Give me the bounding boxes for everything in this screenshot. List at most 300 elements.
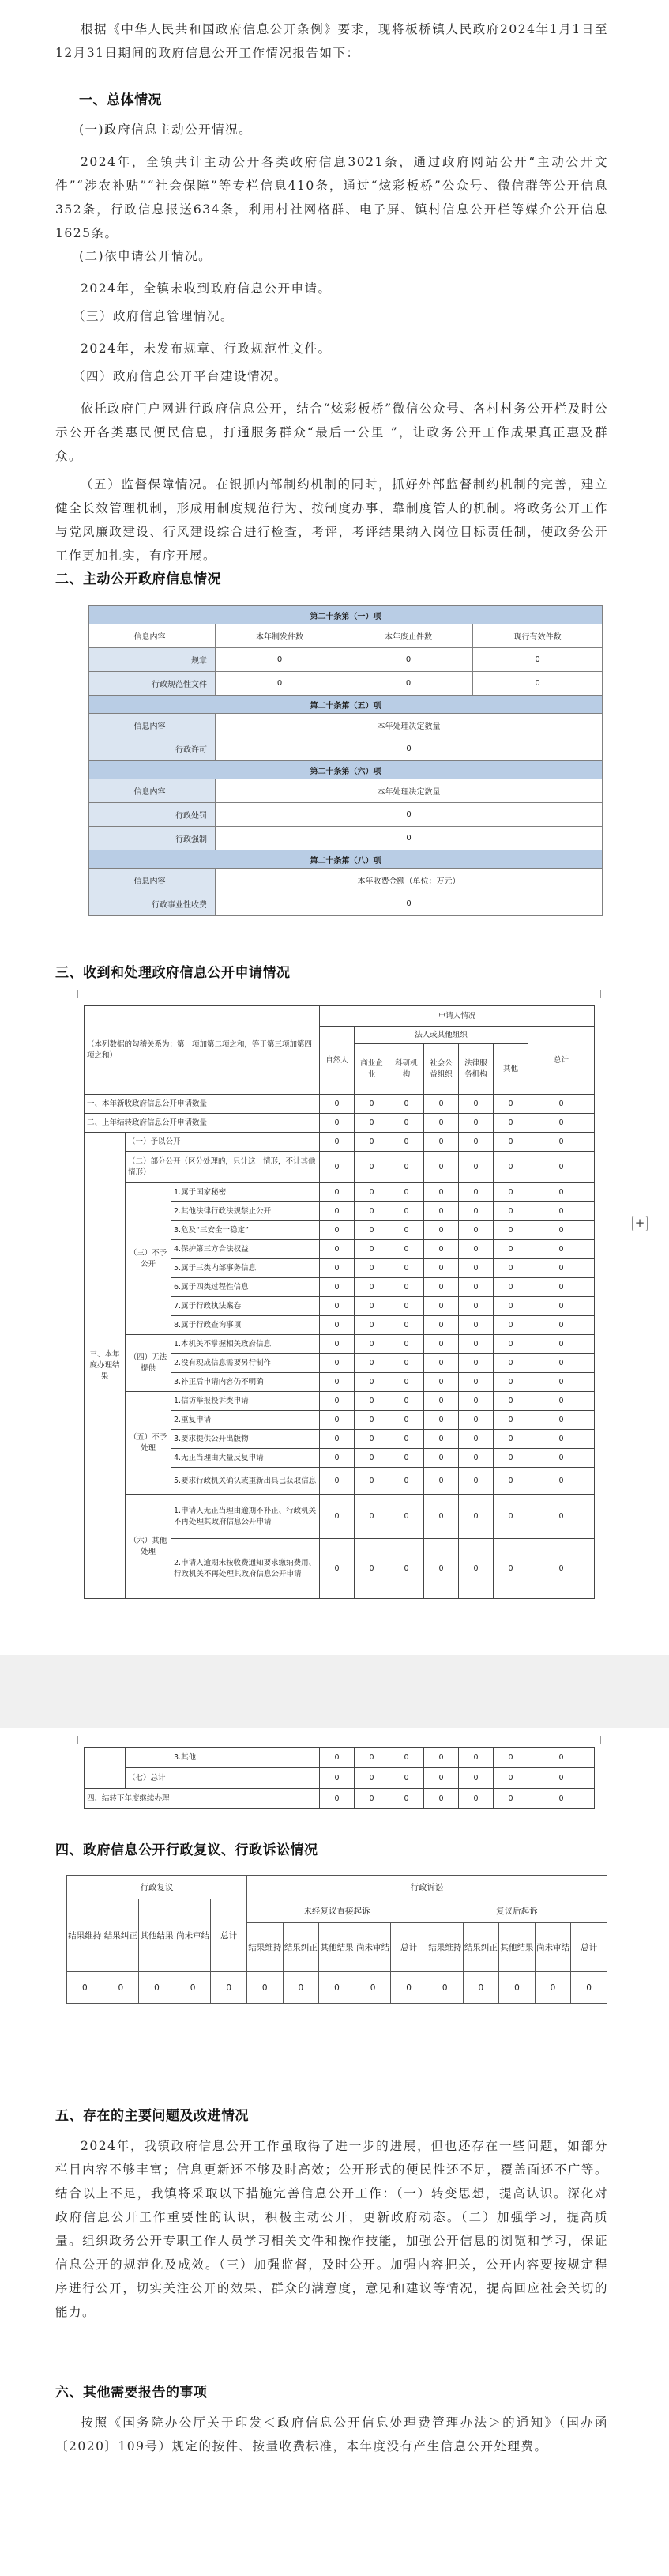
col-admin-review: 行政复议 <box>67 1876 247 1899</box>
cell-value: 0 <box>320 1297 355 1316</box>
cell-value: 0 <box>320 1449 355 1468</box>
cell-value: 0 <box>424 1373 459 1392</box>
s6-p1: 按照《国务院办公厅关于印发＜政府信息公开信息处理费管理办法＞的通知》（国办函〔2020〕109号）规定的按件、按量收费标准，本年度没有产生信息公开处理费。 <box>55 2416 608 2453</box>
col-maintain: 结果维持 <box>67 1899 103 1972</box>
row-item: 3.危及“三安全一稳定” <box>171 1221 320 1240</box>
col-social: 社会公益组织 <box>424 1044 459 1095</box>
cell-value: 0 <box>494 1152 528 1183</box>
cell-value: 0 <box>320 1240 355 1259</box>
cell-value: 0 <box>355 1316 389 1335</box>
col-business: 商业企业 <box>355 1044 389 1095</box>
col-decisions: 本年处理决定数量 <box>216 714 603 737</box>
cell-value: 0 <box>528 1297 595 1316</box>
row-punish-label: 行政处罚 <box>89 803 216 827</box>
s1-sub2: (二)依申请公开情况。 <box>79 249 212 263</box>
cell-value: 0 <box>494 1114 528 1133</box>
row-item: 5.属于三类内部事务信息 <box>171 1259 320 1278</box>
row-item: 6.属于四类过程性信息 <box>171 1278 320 1297</box>
cell-value: 0 <box>355 1095 389 1114</box>
row-item: 2.重复申请 <box>171 1411 320 1430</box>
cell-value: 0 <box>320 1095 355 1114</box>
cell-value: 0 <box>494 1202 528 1221</box>
cell-value: 0 <box>391 1972 427 2004</box>
cell-value: 0 <box>528 1449 595 1468</box>
cell-value: 0 <box>424 1316 459 1335</box>
cell-value: 0 <box>528 1430 595 1449</box>
cell-value: 0 <box>355 1259 389 1278</box>
application-table-continued <box>84 1747 595 1809</box>
cell-value: 0 <box>528 1768 595 1789</box>
row-g6-cont <box>126 1748 171 1768</box>
cell-value: 0 <box>424 1202 459 1221</box>
cell-value: 0 <box>139 1972 175 2004</box>
page-corner-mark <box>70 1736 78 1744</box>
cell-value: 0 <box>571 1972 607 2004</box>
cell-value: 0 <box>320 1411 355 1430</box>
cell-value: 0 <box>528 1095 595 1114</box>
cell-value: 0 <box>67 1972 103 2004</box>
col-other: 其他结果 <box>139 1899 175 1972</box>
s1-p1: 2024年，全镇共计主动公开各类政府信息3021条，通过政府网站公开“主动公开文件”“涉农补贴”“社会保障”等专栏信息410条，通过“炫彩板桥”公众号、微信群等公开信息352条，行政信息报送634条，利用村社网格群、电子屏、镇村信息公开栏等媒介公开信息1625条。 <box>55 155 608 240</box>
cell-value: 0 <box>494 1278 528 1297</box>
cell-value: 0 <box>473 648 603 672</box>
col-maintain: 结果维持 <box>246 1923 283 1972</box>
row-force-label: 行政强制 <box>89 827 216 850</box>
cell-value: 0 <box>344 672 473 696</box>
cell-value: 0 <box>424 1152 459 1183</box>
col-correct: 结果纠正 <box>103 1899 139 1972</box>
cell-value: 0 <box>499 1972 536 2004</box>
col-info-content: 信息内容 <box>89 779 216 803</box>
col-other: 其他结果 <box>319 1923 355 1972</box>
cell-value: 0 <box>320 1152 355 1183</box>
cell-value: 0 <box>216 827 603 850</box>
cell-value: 0 <box>424 1297 459 1316</box>
cell-value: 0 <box>528 1373 595 1392</box>
cell-value: 0 <box>459 1354 494 1373</box>
cell-value: 0 <box>424 1335 459 1354</box>
row-rule-label: 规章 <box>89 648 216 672</box>
cell-value: 0 <box>494 1133 528 1152</box>
cell-value: 0 <box>320 1392 355 1411</box>
cell-value: 0 <box>528 1539 595 1599</box>
cell-value: 0 <box>424 1114 459 1133</box>
section-1-title: 一、总体情况 <box>79 92 162 108</box>
cell-value: 0 <box>463 1972 499 2004</box>
col-no-review: 未经复议直接起诉 <box>246 1899 427 1923</box>
cell-value: 0 <box>175 1972 211 2004</box>
cell-value: 0 <box>320 1354 355 1373</box>
cell-value: 0 <box>320 1183 355 1202</box>
cell-value: 0 <box>389 1202 424 1221</box>
row-g3: （三）不予公开 <box>126 1183 171 1335</box>
cell-value: 0 <box>389 1095 424 1114</box>
cell-value: 0 <box>355 1468 389 1495</box>
cell-value: 0 <box>355 1768 389 1789</box>
row-item: 2.其他法律行政法规禁止公开 <box>171 1202 320 1221</box>
cell-value: 0 <box>320 1430 355 1449</box>
cell-value: 0 <box>473 672 603 696</box>
cell-value: 0 <box>494 1316 528 1335</box>
cell-value: 0 <box>494 1430 528 1449</box>
section-3-title: 三、收到和处理政府信息公开申请情况 <box>55 965 291 981</box>
cell-value: 0 <box>424 1133 459 1152</box>
row-g4: （四）无法提供 <box>126 1335 171 1392</box>
cell-value: 0 <box>216 648 344 672</box>
row-item: 3.补正后申请内容仍不明确 <box>171 1373 320 1392</box>
col-correct: 结果纠正 <box>283 1923 319 1972</box>
cell-value: 0 <box>355 1539 389 1599</box>
col-total: 总计 <box>571 1923 607 1972</box>
cell-value: 0 <box>355 1335 389 1354</box>
row-next-year: 四、结转下年度继续办理 <box>85 1789 320 1809</box>
row-g6: （六）其他处理 <box>126 1495 171 1599</box>
cell-value: 0 <box>355 1297 389 1316</box>
row-g7: （七）总计 <box>126 1768 320 1789</box>
cell-value: 0 <box>494 1095 528 1114</box>
cell-value: 0 <box>389 1373 424 1392</box>
cell-value: 0 <box>320 1114 355 1133</box>
cell-value: 0 <box>528 1152 595 1183</box>
cell-value: 0 <box>344 648 473 672</box>
cell-value: 0 <box>389 1411 424 1430</box>
cell-value: 0 <box>494 1789 528 1809</box>
cell-value: 0 <box>389 1495 424 1539</box>
cell-value: 0 <box>535 1972 571 2004</box>
cell-value: 0 <box>459 1297 494 1316</box>
col-admin-suit: 行政诉讼 <box>246 1876 607 1899</box>
cell-value: 0 <box>528 1240 595 1259</box>
cell-value: 0 <box>355 1789 389 1809</box>
col-total: 总计 <box>211 1899 247 1972</box>
cell-value: 0 <box>424 1095 459 1114</box>
cell-value: 0 <box>528 1411 595 1430</box>
cell-value: 0 <box>320 1316 355 1335</box>
cell-value: 0 <box>389 1748 424 1768</box>
cell-value: 0 <box>528 1183 595 1202</box>
cell-value: 0 <box>494 1495 528 1539</box>
cell-value: 0 <box>424 1392 459 1411</box>
cell-value: 0 <box>216 672 344 696</box>
intro-paragraph: 根据《中华人民共和国政府信息公开条例》要求，现将板桥镇人民政府2024年1月1日至12月31日期间的政府信息公开工作情况报告如下： <box>55 22 608 60</box>
cell-value: 0 <box>459 1768 494 1789</box>
row-item: 3.要求提供公开出版物 <box>171 1430 320 1449</box>
cell-value: 0 <box>459 1335 494 1354</box>
cell-value: 0 <box>283 1972 319 2004</box>
cell-value: 0 <box>528 1202 595 1221</box>
cell-value: 0 <box>424 1259 459 1278</box>
cell-value: 0 <box>528 1114 595 1133</box>
cell-value: 0 <box>389 1183 424 1202</box>
row-item: 2.没有现成信息需要另行制作 <box>171 1354 320 1373</box>
cell-value: 0 <box>320 1202 355 1221</box>
row-g1-1: （一）予以公开 <box>126 1133 320 1152</box>
cell-value: 0 <box>494 1297 528 1316</box>
cell-value: 0 <box>103 1972 139 2004</box>
cell-value: 0 <box>424 1183 459 1202</box>
cell-value: 0 <box>389 1114 424 1133</box>
cell-value: 0 <box>319 1972 355 2004</box>
cell-value: 0 <box>494 1335 528 1354</box>
cell-value: 0 <box>424 1278 459 1297</box>
cell-value: 0 <box>216 892 603 916</box>
cell-value: 0 <box>355 1152 389 1183</box>
cell-value: 0 <box>459 1495 494 1539</box>
row-item: 1.申请人无正当理由逾期不补正、行政机关不再处理其政府信息公开申请 <box>171 1495 320 1539</box>
cell-value: 0 <box>528 1221 595 1240</box>
sec1-header: 第二十条第（一）项 <box>89 606 603 624</box>
s1-sub1: (一)政府信息主动公开情况。 <box>79 123 253 137</box>
row-results: 三、本年度办理结果 <box>85 1133 126 1599</box>
cell-value: 0 <box>424 1495 459 1539</box>
cell-value: 0 <box>528 1392 595 1411</box>
s1-sub4: （四）政府信息公开平台建设情况。 <box>73 369 288 383</box>
col-legal-person: 法人或其他组织 <box>355 1027 528 1044</box>
row-item: 1.本机关不掌握相关政府信息 <box>171 1335 320 1354</box>
col-pending: 尚未审结 <box>175 1899 211 1972</box>
cell-value: 0 <box>389 1430 424 1449</box>
cell-value: 0 <box>424 1789 459 1809</box>
cell-value: 0 <box>320 1748 355 1768</box>
col-fee-amount: 本年收费金额（单位：万元） <box>216 869 603 892</box>
cell-value: 0 <box>355 1354 389 1373</box>
row-norm-label: 行政规范性文件 <box>89 672 216 696</box>
cell-value: 0 <box>320 1373 355 1392</box>
sec8-header: 第二十条第（八）项 <box>89 850 603 869</box>
cell-value: 0 <box>459 1748 494 1768</box>
section-2-title: 二、主动公开政府信息情况 <box>55 571 221 587</box>
cell-value: 0 <box>494 1411 528 1430</box>
cell-value: 0 <box>320 1468 355 1495</box>
cell-value: 0 <box>459 1202 494 1221</box>
col-info-content: 信息内容 <box>89 714 216 737</box>
row-carried: 二、上年结转政府信息公开申请数量 <box>85 1114 320 1133</box>
s1-p3: 2024年，未发布规章、行政规范性文件。 <box>81 341 332 356</box>
cell-value: 0 <box>459 1411 494 1430</box>
cell-value: 0 <box>459 1133 494 1152</box>
col-applicant: 申请人情况 <box>320 1006 595 1027</box>
row-item: 3.其他 <box>171 1748 320 1768</box>
row-item: 1.信访举报投诉类申请 <box>171 1392 320 1411</box>
cell-value: 0 <box>424 1449 459 1468</box>
row-item: 5.要求行政机关确认或重新出具已获取信息 <box>171 1468 320 1495</box>
cell-value: 0 <box>389 1539 424 1599</box>
section-5-title: 五、存在的主要问题及改进情况 <box>55 2108 249 2124</box>
cell-value: 0 <box>494 1748 528 1768</box>
cell-value: 0 <box>528 1133 595 1152</box>
col-pending: 尚未审结 <box>535 1923 571 1972</box>
s1-p2: 2024年，全镇未收到政府信息公开申请。 <box>81 281 332 296</box>
page-break <box>0 1655 669 1728</box>
cell-value: 0 <box>389 1392 424 1411</box>
cell-value: 0 <box>459 1183 494 1202</box>
cell-value: 0 <box>424 1539 459 1599</box>
col-info-content: 信息内容 <box>89 869 216 892</box>
cell-value: 0 <box>389 1152 424 1183</box>
cell-value: 0 <box>320 1259 355 1278</box>
page-corner-mark <box>600 990 609 998</box>
cell-value: 0 <box>246 1972 283 2004</box>
cell-value: 0 <box>424 1240 459 1259</box>
cell-value: 0 <box>320 1221 355 1240</box>
cell-value: 0 <box>459 1392 494 1411</box>
cell-value: 0 <box>494 1392 528 1411</box>
cell-value: 0 <box>459 1449 494 1468</box>
col-maintain: 结果维持 <box>427 1923 463 1972</box>
cell-value: 0 <box>355 1449 389 1468</box>
col-pending: 尚未审结 <box>355 1923 391 1972</box>
cell-value: 0 <box>320 1278 355 1297</box>
table-corner-note: （本列数据的勾稽关系为：第一项加第二项之和，等于第三项加第四项之和） <box>85 1006 320 1095</box>
row-item: 7.属于行政执法案卷 <box>171 1297 320 1316</box>
row-g5: （五）不予处理 <box>126 1392 171 1495</box>
cell-value: 0 <box>459 1316 494 1335</box>
cell-value: 0 <box>320 1335 355 1354</box>
cell-value: 0 <box>389 1768 424 1789</box>
cell-value: 0 <box>355 1411 389 1430</box>
row-item: 1.属于国家秘密 <box>171 1183 320 1202</box>
section-4-title: 四、政府信息公开行政复议、行政诉讼情况 <box>55 1842 318 1858</box>
cell-value: 0 <box>355 1430 389 1449</box>
cell-value: 0 <box>494 1539 528 1599</box>
cell-value: 0 <box>528 1278 595 1297</box>
cell-value: 0 <box>320 1133 355 1152</box>
cell-value: 0 <box>528 1748 595 1768</box>
cell-value: 0 <box>427 1972 463 2004</box>
row-new: 一、本年新收政府信息公开申请数量 <box>85 1095 320 1114</box>
cell-value: 0 <box>389 1789 424 1809</box>
cell-value: 0 <box>494 1221 528 1240</box>
cell-value: 0 <box>355 1278 389 1297</box>
s1-sub3: （三）政府信息管理情况。 <box>73 309 235 323</box>
cell-value: 0 <box>355 1373 389 1392</box>
col-info-content: 信息内容 <box>89 624 216 648</box>
cell-value: 0 <box>528 1335 595 1354</box>
cell-value: 0 <box>389 1335 424 1354</box>
cell-value: 0 <box>424 1354 459 1373</box>
col-after-review: 复议后起诉 <box>427 1899 607 1923</box>
review-litigation-table <box>66 1875 607 2004</box>
cell-value: 0 <box>528 1495 595 1539</box>
row-item: 4.保护第三方合法权益 <box>171 1240 320 1259</box>
cell-value: 0 <box>389 1354 424 1373</box>
cell-value: 0 <box>494 1373 528 1392</box>
cell-value: 0 <box>494 1354 528 1373</box>
cell-value: 0 <box>494 1259 528 1278</box>
cell-value: 0 <box>355 1202 389 1221</box>
cell-value: 0 <box>494 1468 528 1495</box>
cell-value: 0 <box>424 1468 459 1495</box>
col-research: 科研机构 <box>389 1044 424 1095</box>
cell-value: 0 <box>355 1972 391 2004</box>
cell-value: 0 <box>459 1221 494 1240</box>
cell-value: 0 <box>355 1748 389 1768</box>
cell-value: 0 <box>389 1133 424 1152</box>
cell-value: 0 <box>389 1449 424 1468</box>
cell-value: 0 <box>459 1240 494 1259</box>
cell-value: 0 <box>389 1259 424 1278</box>
cell-value: 0 <box>320 1495 355 1539</box>
cell-value: 0 <box>216 737 603 761</box>
cell-value: 0 <box>494 1449 528 1468</box>
cell-value: 0 <box>424 1748 459 1768</box>
row-fee-label: 行政事业性收费 <box>89 892 216 916</box>
col-issued: 本年制发件数 <box>216 624 344 648</box>
cell-value: 0 <box>424 1430 459 1449</box>
col-decisions: 本年处理决定数量 <box>216 779 603 803</box>
cell-value: 0 <box>355 1183 389 1202</box>
cell-value: 0 <box>459 1114 494 1133</box>
application-table <box>84 1005 595 1599</box>
cell-value: 0 <box>320 1539 355 1599</box>
page-corner-mark <box>70 990 78 998</box>
page-corner-mark <box>600 1736 609 1744</box>
cell-value: 0 <box>320 1789 355 1809</box>
sec5-header: 第二十条第（五）项 <box>89 696 603 714</box>
cell-value: 0 <box>424 1221 459 1240</box>
active-disclosure-table <box>88 605 603 916</box>
cell-value: 0 <box>459 1468 494 1495</box>
cell-value: 0 <box>459 1095 494 1114</box>
cell-value: 0 <box>355 1221 389 1240</box>
cell-value: 0 <box>355 1495 389 1539</box>
cell-value: 0 <box>211 1972 247 2004</box>
cell-value: 0 <box>494 1768 528 1789</box>
col-natural-person: 自然人 <box>320 1027 355 1095</box>
cell-value: 0 <box>424 1411 459 1430</box>
cell-value: 0 <box>389 1297 424 1316</box>
cell-value: 0 <box>459 1152 494 1183</box>
row-g1-2: （二）部分公开（区分处理的，只计这一情形，不计其他情形） <box>126 1152 320 1183</box>
cell-value: 0 <box>216 803 603 827</box>
cell-value: 0 <box>389 1316 424 1335</box>
cell-value: 0 <box>528 1354 595 1373</box>
section-6-title: 六、其他需要报告的事项 <box>55 2385 208 2401</box>
cell-value: 0 <box>389 1278 424 1297</box>
cell-value: 0 <box>389 1221 424 1240</box>
col-total: 总计 <box>391 1923 427 1972</box>
cell-value: 0 <box>355 1392 389 1411</box>
cell-value: 0 <box>320 1768 355 1789</box>
s1-p5: （五）监督保障情况。在银抓内部制约机制的同时，抓好外部监督制约机制的完善，建立健全长效管理机制，形成用制度规范行为、按制度办事、靠制度管人的机制。将政务公开工作与党风廉政建设、行风建设综合进行检查，考评，考评结果纳入岗位目标责任制，使政务公开工作更加扎实，有序开展。 <box>55 477 608 563</box>
cell-value: 0 <box>355 1240 389 1259</box>
cell-value: 0 <box>459 1278 494 1297</box>
cell-value: 0 <box>528 1468 595 1495</box>
cell-value: 0 <box>494 1183 528 1202</box>
s1-p4: 依托政府门户网进行政府信息公开，结合“炫彩板桥”微信公众号、各村村务公开栏及时公示公开各类惠民便民信息，打通服务群众“最后一公里 ”，让政务公开工作成果真正惠及群众。 <box>55 402 608 463</box>
cell-value: 0 <box>389 1468 424 1495</box>
cell-value: 0 <box>459 1539 494 1599</box>
col-other: 其他结果 <box>499 1923 536 1972</box>
col-correct: 结果纠正 <box>463 1923 499 1972</box>
row-permit-label: 行政许可 <box>89 737 216 761</box>
cell-value: 0 <box>355 1114 389 1133</box>
s5-p1: 2024年，我镇政府信息公开工作虽取得了进一步的进展，但也还存在一些问题，如部分栏目内容不够丰富；信息更新还不够及时高效；公开形式的便民性还不足，覆盖面还不广等。结合以上不足，我镇将采取以下措施完善信息公开工作：（一）转变思想，提高认识。深化对政府信息公开工作重要性的认识，积极主动公开，更新政府动态。（二）加强学习，提高质量。组织政务公开专职工作人员学习相关文件和操作技能，加强公开信息的浏览和学习，保证信息公开的规范化及成效。（三）加强监督，及时公开。加强内容把关，公开内容要按规定程序进行公开，切实关注公开的效果、群众的满意度，意见和建议等情况，提高回应社会关切的能力。 <box>55 2139 608 2319</box>
add-row-button[interactable]: + <box>632 1216 648 1231</box>
cell-value: 0 <box>355 1133 389 1152</box>
cell-value: 0 <box>459 1789 494 1809</box>
row-item: 4.无正当理由大量反复申请 <box>171 1449 320 1468</box>
cell-value: 0 <box>528 1789 595 1809</box>
cell-value: 0 <box>389 1240 424 1259</box>
sec6-header: 第二十条第（六）项 <box>89 761 603 779</box>
cell-value: 0 <box>528 1316 595 1335</box>
cell-value: 0 <box>459 1259 494 1278</box>
cell-value: 0 <box>459 1373 494 1392</box>
row-item: 2.申请人逾期未按收费通知要求缴纳费用、行政机关不再处理其政府信息公开申请 <box>171 1539 320 1599</box>
cell-value: 0 <box>424 1768 459 1789</box>
row-results-cont <box>85 1748 126 1789</box>
